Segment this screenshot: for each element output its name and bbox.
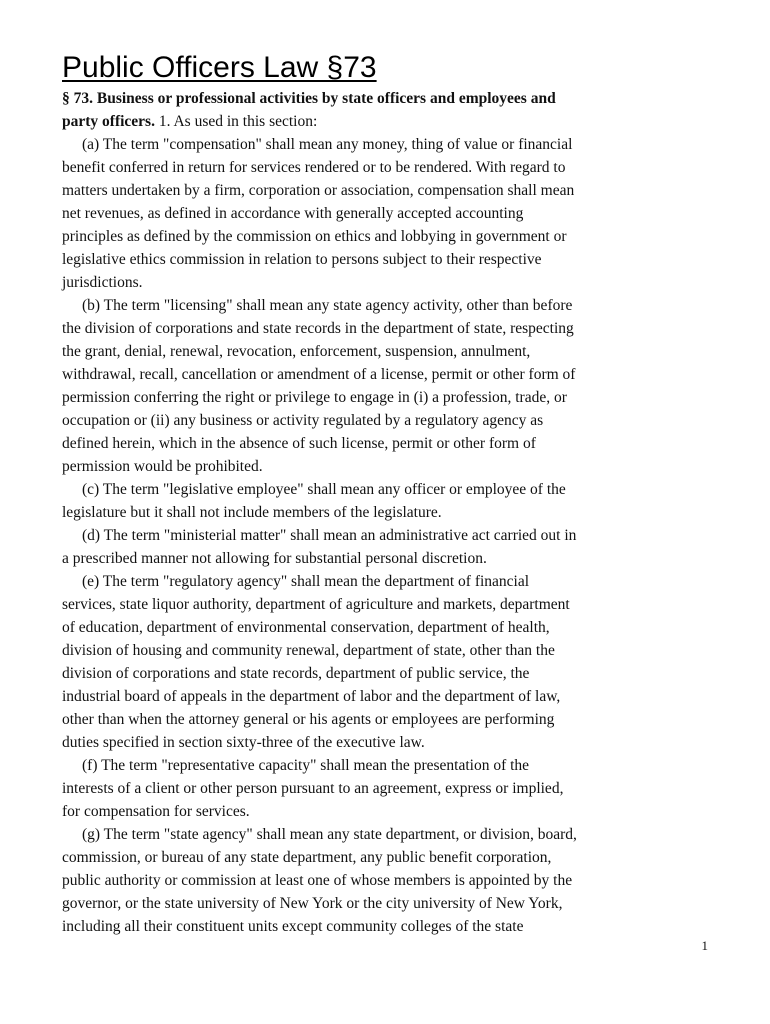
body-text-line: division of corporations and state records, department of public service, the [62, 665, 530, 682]
body-text-line: interests of a client or other person pursuant to an agreement, express or implied, [62, 780, 564, 797]
body-text-line: division of housing and community renewal, department of state, other than the [62, 642, 555, 659]
section-heading-continuation: party officers. [62, 113, 155, 130]
body-text-line: the grant, denial, renewal, revocation, enforcement, suspension, annulment, [62, 343, 531, 360]
body-text-line: industrial board of appeals in the department of labor and the department of law, [62, 688, 561, 705]
body-text-line: (g) The term "state agency" shall mean any state department, or division, board, [82, 826, 577, 843]
section-heading-line-2 [62, 110, 712, 133]
body-text-line: (b) The term "licensing" shall mean any state agency activity, other than before [82, 297, 573, 314]
body-text-line: (e) The term "regulatory agency" shall mean the department of financial [82, 573, 530, 590]
body-text-line: permission would be prohibited. [62, 458, 263, 475]
body-text-line: the division of corporations and state records in the department of state, respecting [62, 320, 574, 337]
page-number: 1 [701, 938, 708, 953]
body-text-line: (d) The term "ministerial matter" shall mean an administrative act carried out in [82, 527, 577, 544]
section-heading-line-1 [62, 87, 712, 110]
body-text-line: for compensation for services. [62, 803, 250, 820]
body-text-line: governor, or the state university of New York or the city university of New York, [62, 895, 563, 912]
section-heading: § 73. Business or professional activities by state officers and employees and [62, 90, 556, 107]
body-text-line: public authority or commission at least one of whose members is appointed by the [62, 872, 573, 889]
body-text-line: duties specified in section sixty-three of the executive law. [62, 734, 425, 751]
body-text-line: of education, department of environmental conservation, department of health, [62, 619, 550, 636]
body-text-line: other than when the attorney general or his agents or employees are performing [62, 711, 555, 728]
body-text-line: net revenues, as defined in accordance with generally accepted accounting [62, 205, 524, 222]
body-text-line: permission conferring the right or privilege to engage in (i) a profession, trade, or [62, 389, 567, 406]
body-text-line: (f) The term "representative capacity" shall mean the presentation of the [82, 757, 530, 774]
body-text-line: legislature but it shall not include members of the legislature. [62, 504, 442, 521]
body-text-line: benefit conferred in return for services rendered or to be rendered. With regard to [62, 159, 566, 176]
body-text-line: matters undertaken by a firm, corporation or association, compensation shall mean [62, 182, 575, 199]
document-title: Public Officers Law §73 [62, 51, 377, 84]
body-text-line: commission, or bureau of any state department, any public benefit corporation, [62, 849, 552, 866]
body-text-line: withdrawal, recall, cancellation or amendment of a license, permit or other form of [62, 366, 576, 383]
body-text-line: services, state liquor authority, department of agriculture and markets, department [62, 596, 570, 613]
subsection-intro: 1. As used in this section: [154, 113, 318, 130]
body-text-line: principles as defined by the commission on ethics and lobbying in government or [62, 228, 567, 245]
body-text-line: occupation or (ii) any business or activity regulated by a regulatory agency as [62, 412, 544, 429]
body-text-line: (c) The term "legislative employee" shall mean any officer or employee of the [82, 481, 566, 498]
body-text-line: defined herein, which in the absence of such license, permit or other form of [62, 435, 536, 452]
body-text-line: legislative ethics commission in relation to persons subject to their respective [62, 251, 542, 268]
body-text-line: (a) The term "compensation" shall mean any money, thing of value or financial [82, 136, 573, 153]
body-text-line: including all their constituent units except community colleges of the state [62, 918, 524, 935]
body-text-line: jurisdictions. [62, 274, 143, 291]
document-body [62, 87, 712, 938]
body-text-line: a prescribed manner not allowing for substantial personal discretion. [62, 550, 487, 567]
